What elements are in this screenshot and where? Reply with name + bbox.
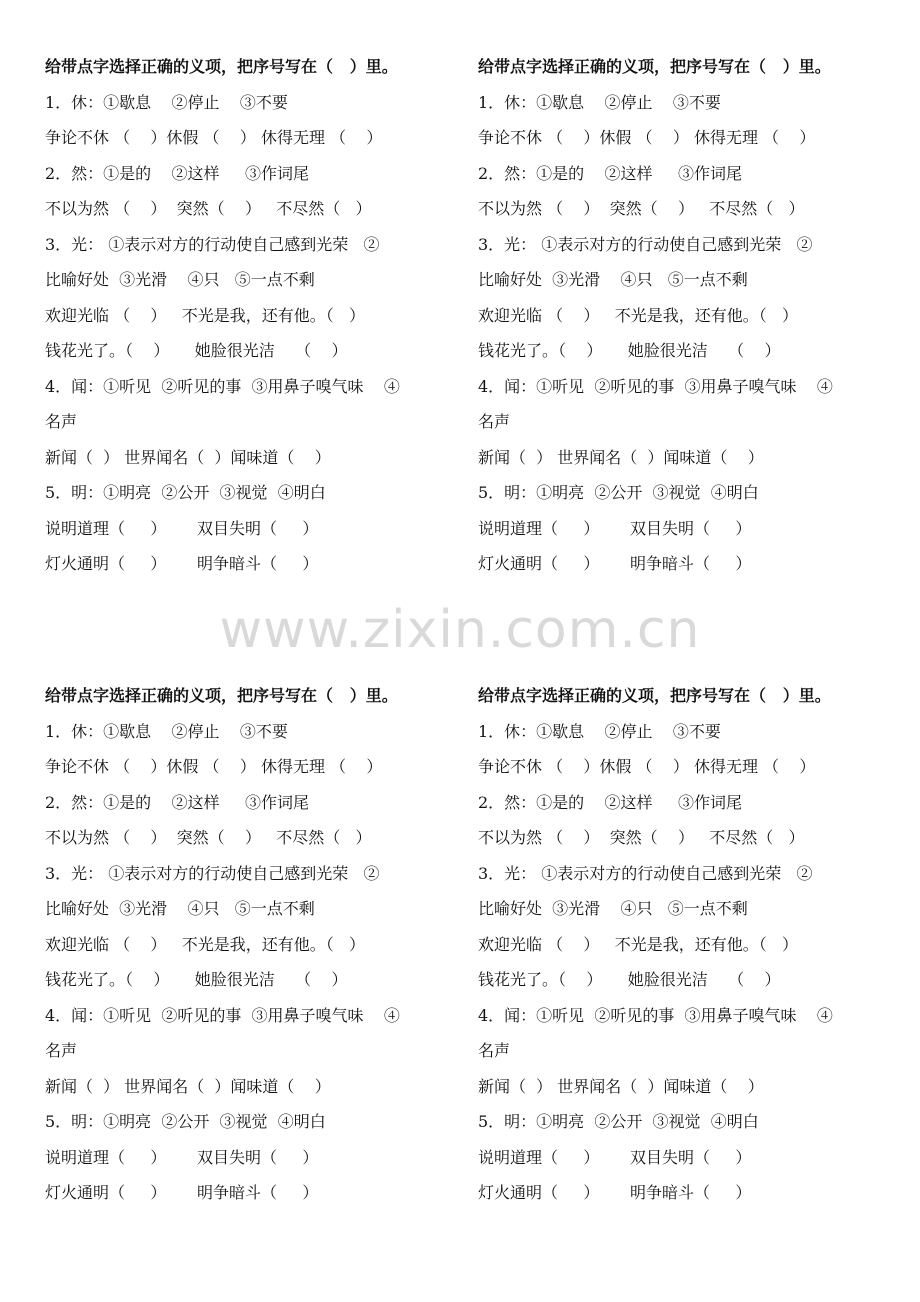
watermark: www.zixin.com.cn: [219, 600, 701, 660]
item-1-definitions: 1．休：①歇息 ②停止 ③不要: [45, 721, 288, 741]
item-4-words: 新闻（ ） 世界闻名（ ）闻味道（ ）: [45, 447, 331, 467]
item-4-definitions-cont: 名声: [478, 412, 511, 431]
worksheet-bottom-right: [478, 678, 908, 1211]
item-5-words: 说明道理（ ） 双目失明（ ）: [45, 518, 319, 538]
item-4-definitions-cont: 名声: [45, 412, 78, 431]
item-2-words: 不以为然 （ ） 突然（ ） 不尽然（ ）: [478, 828, 805, 847]
worksheet-title: 给带点字选择正确的义项，把序号写在（ ）里。: [45, 686, 398, 705]
item-2-words: 不以为然 （ ） 突然（ ） 不尽然（ ）: [45, 199, 372, 218]
worksheet-top-right: [478, 49, 908, 582]
item-3-definitions-cont: 比喻好处 ③光滑 ④只 ⑤一点不剩: [45, 899, 315, 918]
item-5-definitions: 5．明：①明亮 ②公开 ③视觉 ④明白: [478, 1112, 759, 1131]
item-1-definitions: 1．休：①歇息 ②停止 ③不要: [45, 92, 288, 112]
item-1-words: 争论不休 （ ）休假 （ ） 休得无理 （ ）: [45, 757, 383, 776]
item-3-definitions: 3．光： ①表示对方的行动使自己感到光荣 ②: [45, 234, 380, 254]
item-3-words-cont: 钱花光了。（ ） 她脸很光洁 （ ）: [45, 341, 348, 360]
item-5-words: 说明道理（ ） 双目失明（ ）: [45, 1147, 319, 1167]
item-3-definitions: 3．光： ①表示对方的行动使自己感到光荣 ②: [45, 863, 380, 883]
item-1-words: 争论不休 （ ）休假 （ ） 休得无理 （ ）: [478, 128, 816, 147]
item-4-definitions: 4．闻：①听见 ②听见的事 ③用鼻子嗅气味 ④: [478, 1005, 833, 1025]
item-3-words: 欢迎光临 （ ） 不光是我，还有他。（ ）: [478, 305, 798, 325]
item-1-definitions: 1．休：①歇息 ②停止 ③不要: [478, 721, 721, 741]
worksheet-bottom-left: [45, 678, 475, 1211]
item-3-definitions-cont: 比喻好处 ③光滑 ④只 ⑤一点不剩: [478, 270, 748, 289]
item-5-words: 说明道理（ ） 双目失明（ ）: [478, 518, 752, 538]
item-3-words: 欢迎光临 （ ） 不光是我，还有他。（ ）: [45, 934, 365, 954]
item-4-words: 新闻（ ） 世界闻名（ ）闻味道（ ）: [478, 1076, 764, 1096]
item-3-definitions: 3．光： ①表示对方的行动使自己感到光荣 ②: [478, 234, 813, 254]
item-4-words: 新闻（ ） 世界闻名（ ）闻味道（ ）: [45, 1076, 331, 1096]
item-3-words: 欢迎光临 （ ） 不光是我，还有他。（ ）: [478, 934, 798, 954]
item-3-words-cont: 钱花光了。（ ） 她脸很光洁 （ ）: [45, 970, 348, 989]
item-1-definitions: 1．休：①歇息 ②停止 ③不要: [478, 92, 721, 112]
item-4-definitions-cont: 名声: [478, 1041, 511, 1060]
item-2-definitions: 2．然：①是的 ②这样 ③作词尾: [45, 163, 309, 183]
item-5-words: 说明道理（ ） 双目失明（ ）: [478, 1147, 752, 1167]
item-5-words-cont: 灯火通明（ ） 明争暗斗（ ）: [478, 1183, 752, 1202]
item-3-definitions-cont: 比喻好处 ③光滑 ④只 ⑤一点不剩: [45, 270, 315, 289]
item-3-definitions: 3．光： ①表示对方的行动使自己感到光荣 ②: [478, 863, 813, 883]
item-2-words: 不以为然 （ ） 突然（ ） 不尽然（ ）: [478, 199, 805, 218]
item-3-words-cont: 钱花光了。（ ） 她脸很光洁 （ ）: [478, 341, 781, 360]
item-5-words-cont: 灯火通明（ ） 明争暗斗（ ）: [478, 554, 752, 573]
item-5-definitions: 5．明：①明亮 ②公开 ③视觉 ④明白: [478, 483, 759, 502]
item-1-words: 争论不休 （ ）休假 （ ） 休得无理 （ ）: [45, 128, 383, 147]
item-5-definitions: 5．明：①明亮 ②公开 ③视觉 ④明白: [45, 1112, 326, 1131]
worksheet-title: 给带点字选择正确的义项，把序号写在（ ）里。: [478, 686, 831, 705]
item-3-definitions-cont: 比喻好处 ③光滑 ④只 ⑤一点不剩: [478, 899, 748, 918]
item-2-definitions: 2．然：①是的 ②这样 ③作词尾: [478, 163, 742, 183]
worksheet-title: 给带点字选择正确的义项，把序号写在（ ）里。: [478, 57, 831, 76]
item-1-words: 争论不休 （ ）休假 （ ） 休得无理 （ ）: [478, 757, 816, 776]
item-5-definitions: 5．明：①明亮 ②公开 ③视觉 ④明白: [45, 483, 326, 502]
item-4-definitions-cont: 名声: [45, 1041, 78, 1060]
item-2-words: 不以为然 （ ） 突然（ ） 不尽然（ ）: [45, 828, 372, 847]
worksheet-title: 给带点字选择正确的义项，把序号写在（ ）里。: [45, 57, 398, 76]
item-3-words: 欢迎光临 （ ） 不光是我，还有他。（ ）: [45, 305, 365, 325]
item-4-definitions: 4．闻：①听见 ②听见的事 ③用鼻子嗅气味 ④: [45, 1005, 400, 1025]
item-5-words-cont: 灯火通明（ ） 明争暗斗（ ）: [45, 1183, 319, 1202]
item-2-definitions: 2．然：①是的 ②这样 ③作词尾: [45, 792, 309, 812]
worksheet-top-left: [45, 49, 475, 582]
item-5-words-cont: 灯火通明（ ） 明争暗斗（ ）: [45, 554, 319, 573]
item-4-definitions: 4．闻：①听见 ②听见的事 ③用鼻子嗅气味 ④: [478, 376, 833, 396]
item-4-words: 新闻（ ） 世界闻名（ ）闻味道（ ）: [478, 447, 764, 467]
item-3-words-cont: 钱花光了。（ ） 她脸很光洁 （ ）: [478, 970, 781, 989]
item-2-definitions: 2．然：①是的 ②这样 ③作词尾: [478, 792, 742, 812]
item-4-definitions: 4．闻：①听见 ②听见的事 ③用鼻子嗅气味 ④: [45, 376, 400, 396]
